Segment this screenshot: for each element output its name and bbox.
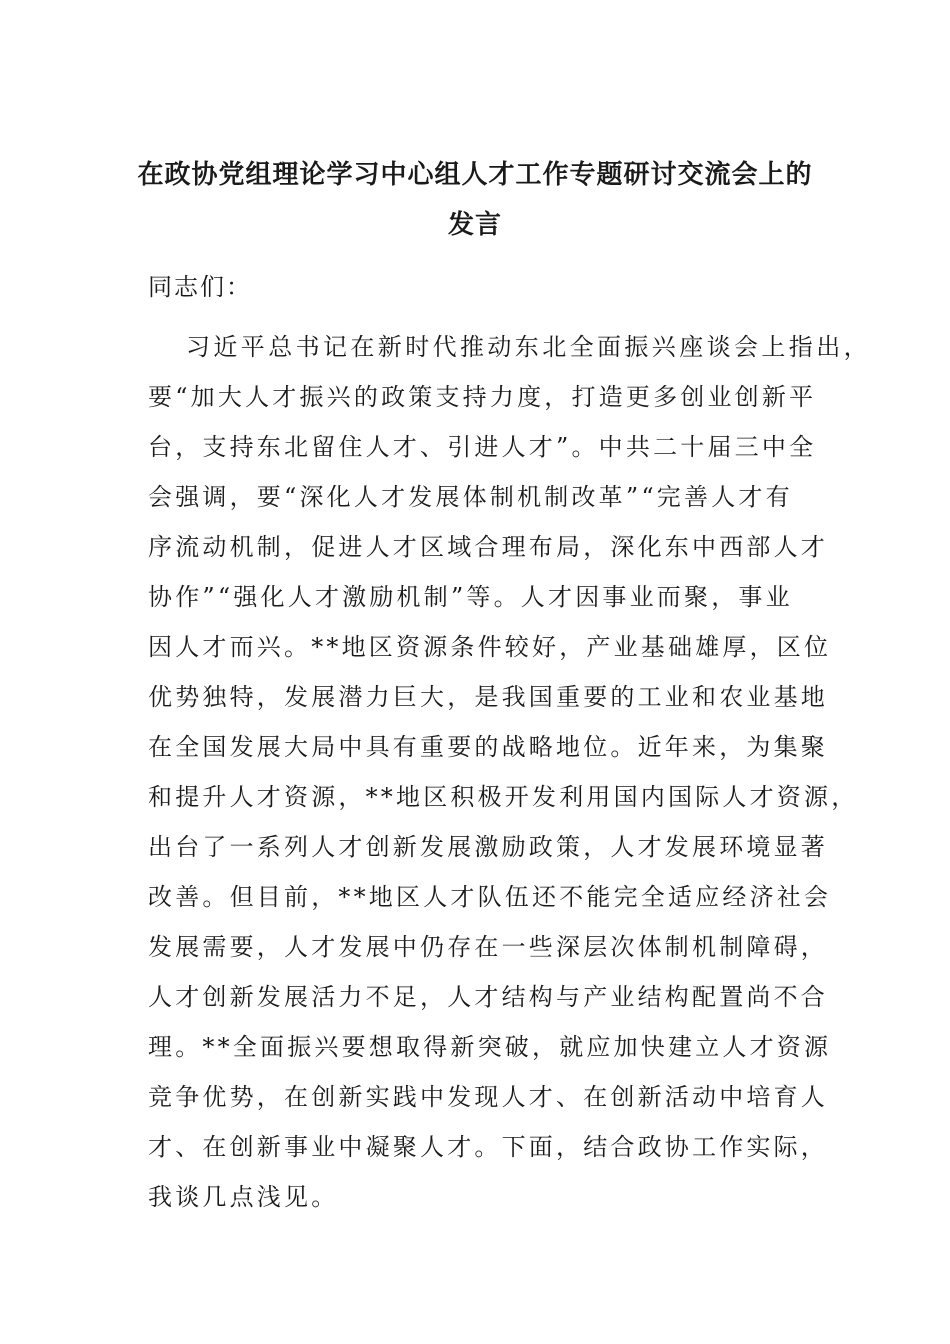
body-line: 出台了一系列人才创新发展激励政策，人才发展环境显著 bbox=[148, 833, 828, 861]
body-line: 台，支持东北留住人才、引进人才”。中共二十届三中全 bbox=[148, 433, 817, 461]
body-line: 和提升人才资源，**地区积极开发利用国内国际人才资源， bbox=[148, 783, 859, 811]
body-line: 协作”“强化人才激励机制”等。人才因事业而聚，事业 bbox=[148, 583, 793, 611]
body-line: 因人才而兴。**地区资源条件较好，产业基础雄厚，区位 bbox=[148, 633, 832, 661]
body-line: 会强调，要“深化人才发展体制机制改革”“完善人才有 bbox=[148, 483, 793, 511]
body-line: 序流动机制，促进人才区域合理布局，深化东中西部人才 bbox=[148, 533, 828, 561]
body-line: 在全国发展大局中具有重要的战略地位。近年来，为集聚 bbox=[148, 733, 828, 761]
salutation: 同志们： bbox=[148, 273, 252, 301]
body-line: 才、在创新事业中凝聚人才。下面，结合政协工作实际， bbox=[148, 1133, 828, 1161]
body-line: 我谈几点浅见。 bbox=[148, 1183, 339, 1211]
document-title-line-1: 在政协党组理论学习中心组人才工作专题研讨交流会上的 bbox=[137, 160, 813, 190]
body-line: 要“加大人才振兴的政策支持力度，打造更多创业创新平 bbox=[148, 383, 817, 411]
body-line: 优势独特，发展潜力巨大，是我国重要的工业和农业基地 bbox=[148, 683, 828, 711]
body-line: 改善。但目前，**地区人才队伍还不能完全适应经济社会 bbox=[148, 883, 832, 911]
body-line: 发展需要，人才发展中仍存在一些深层次体制机制障碍， bbox=[148, 933, 828, 961]
body-line: 竞争优势，在创新实践中发现人才、在创新活动中培育人 bbox=[148, 1083, 828, 1111]
body-line: 理。**全面振兴要想取得新突破，就应加快建立人才资源 bbox=[148, 1033, 832, 1061]
body-line: 人才创新发展活力不足，人才结构与产业结构配置尚不合 bbox=[148, 983, 828, 1011]
document-title-line-2: 发言 bbox=[447, 210, 502, 240]
body-line: 习近平总书记在新时代推动东北全面振兴座谈会上指出， bbox=[186, 333, 871, 361]
